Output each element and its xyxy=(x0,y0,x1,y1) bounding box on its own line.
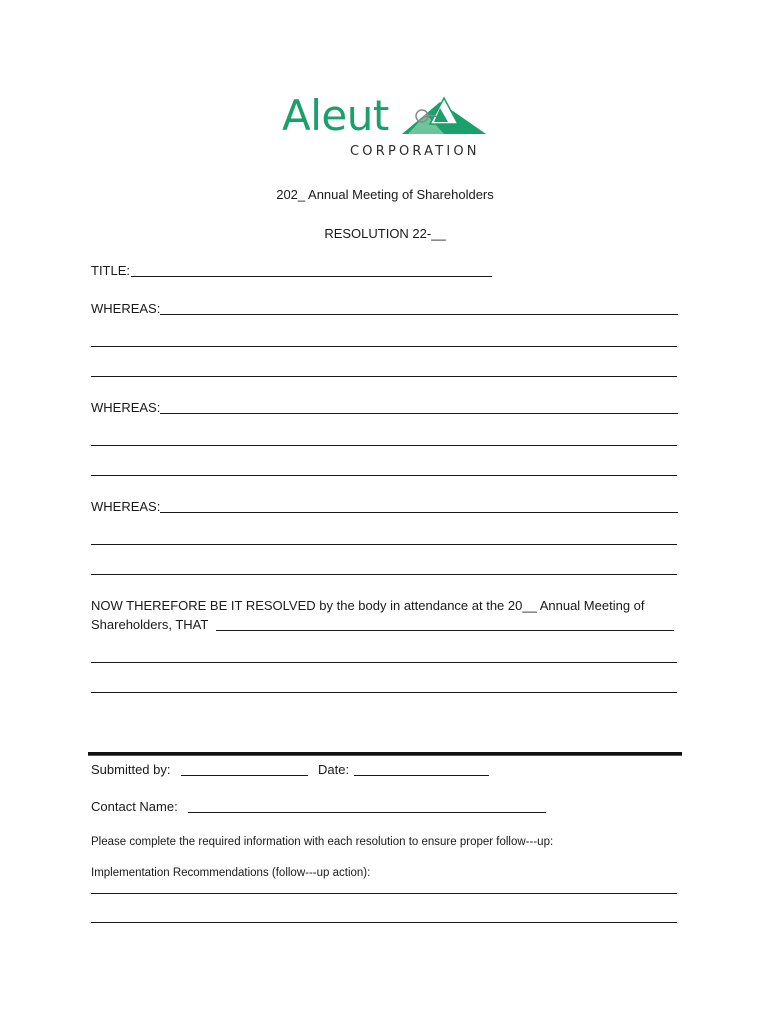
whereas-line-3a[interactable] xyxy=(91,544,677,545)
whereas-label-3: WHEREAS: xyxy=(91,499,161,514)
now-therefore-field[interactable] xyxy=(216,630,674,631)
now-therefore-line-b[interactable] xyxy=(91,692,677,693)
whereas-field-1[interactable] xyxy=(160,314,678,315)
submitted-by-label: Submitted by: xyxy=(91,762,171,777)
whereas-field-2[interactable] xyxy=(160,413,678,414)
now-therefore-line-a[interactable] xyxy=(91,662,677,663)
whereas-line-2a[interactable] xyxy=(91,445,677,446)
whereas-line-2b[interactable] xyxy=(91,475,677,476)
now-therefore-line-1: NOW THEREFORE BE IT RESOLVED by the body in attendance at the 20__ Annual Meeting of xyxy=(91,598,645,613)
now-therefore-line-2: Shareholders, THAT xyxy=(91,617,209,632)
whereas-label-2: WHEREAS: xyxy=(91,400,161,415)
title-label: TITLE: xyxy=(91,263,131,278)
contact-name-field[interactable] xyxy=(188,812,546,813)
implementation-line-b[interactable] xyxy=(91,922,677,923)
logo-wordmark: Aleut xyxy=(282,91,389,140)
meeting-heading: 202_ Annual Meeting of Shareholders xyxy=(276,187,494,202)
title-field[interactable] xyxy=(131,276,492,277)
implementation-label: Implementation Recommendations (follow---up action): xyxy=(91,867,371,879)
date-label: Date: xyxy=(318,762,350,777)
date-field[interactable] xyxy=(354,775,489,776)
instructions-text: Please complete the required information with each resolution to ensure proper follow---up: xyxy=(91,836,554,848)
contact-name-label: Contact Name: xyxy=(91,799,178,814)
logo-subtitle: CORPORATION xyxy=(350,144,480,159)
section-divider xyxy=(88,752,682,756)
aleut-corporation-logo xyxy=(282,92,492,164)
resolution-number: RESOLUTION 22-__ xyxy=(324,226,446,241)
whereas-line-3b[interactable] xyxy=(91,574,677,575)
submitted-by-field[interactable] xyxy=(181,775,308,776)
implementation-line-a[interactable] xyxy=(91,893,677,894)
whereas-line-1b[interactable] xyxy=(91,376,677,377)
whereas-line-1a[interactable] xyxy=(91,346,677,347)
whereas-label-1: WHEREAS: xyxy=(91,301,161,316)
aleut-mountain-mark-icon xyxy=(400,94,490,138)
whereas-field-3[interactable] xyxy=(160,512,678,513)
